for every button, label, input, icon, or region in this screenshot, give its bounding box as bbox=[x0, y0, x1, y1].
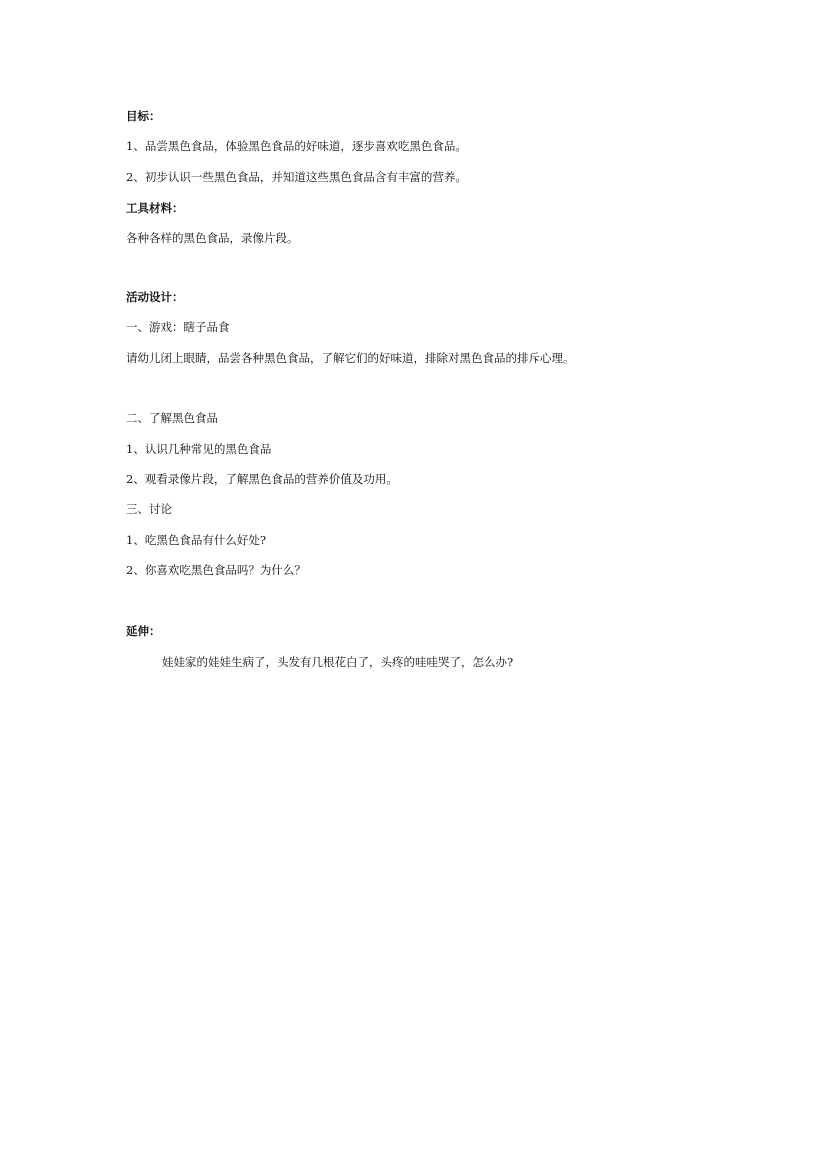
materials-heading: 工具材料： bbox=[126, 201, 184, 215]
section-3-title: 三、讨论 bbox=[126, 502, 172, 516]
section-3-item-1: 1、吃黑色食品有什么好处? bbox=[126, 533, 266, 547]
section-3-item-2: 2、你喜欢吃黑色食品吗？为什么？ bbox=[126, 563, 306, 577]
extension-heading: 延伸： bbox=[126, 624, 161, 638]
goal-item-1: 1、品尝黑色食品，体验黑色食品的好味道，逐步喜欢吃黑色食品。 bbox=[126, 139, 467, 153]
section-2-item-2: 2、观看录像片段，了解黑色食品的营养价值及功用。 bbox=[126, 472, 398, 486]
section-2-title: 二、了解黑色食品 bbox=[126, 411, 218, 425]
materials-text: 各种各样的黑色食品，录像片段。 bbox=[126, 231, 299, 245]
goals-heading: 目标： bbox=[126, 109, 161, 123]
section-2-item-1: 1、认识几种常见的黑色食品 bbox=[126, 442, 272, 456]
goal-item-2: 2、初步认识一些黑色食品，并知道这些黑色食品含有丰富的营养。 bbox=[126, 170, 467, 184]
activity-heading: 活动设计： bbox=[126, 290, 184, 304]
extension-text: 娃娃家的娃娃生病了，头发有几根花白了，头疼的哇哇哭了，怎么办? bbox=[162, 655, 514, 669]
section-1-text: 请幼儿闭上眼睛，品尝各种黑色食品，了解它们的好味道，排除对黑色食品的排斥心理。 bbox=[126, 351, 575, 365]
section-1-title: 一、游戏：瞎子品食 bbox=[126, 320, 230, 334]
